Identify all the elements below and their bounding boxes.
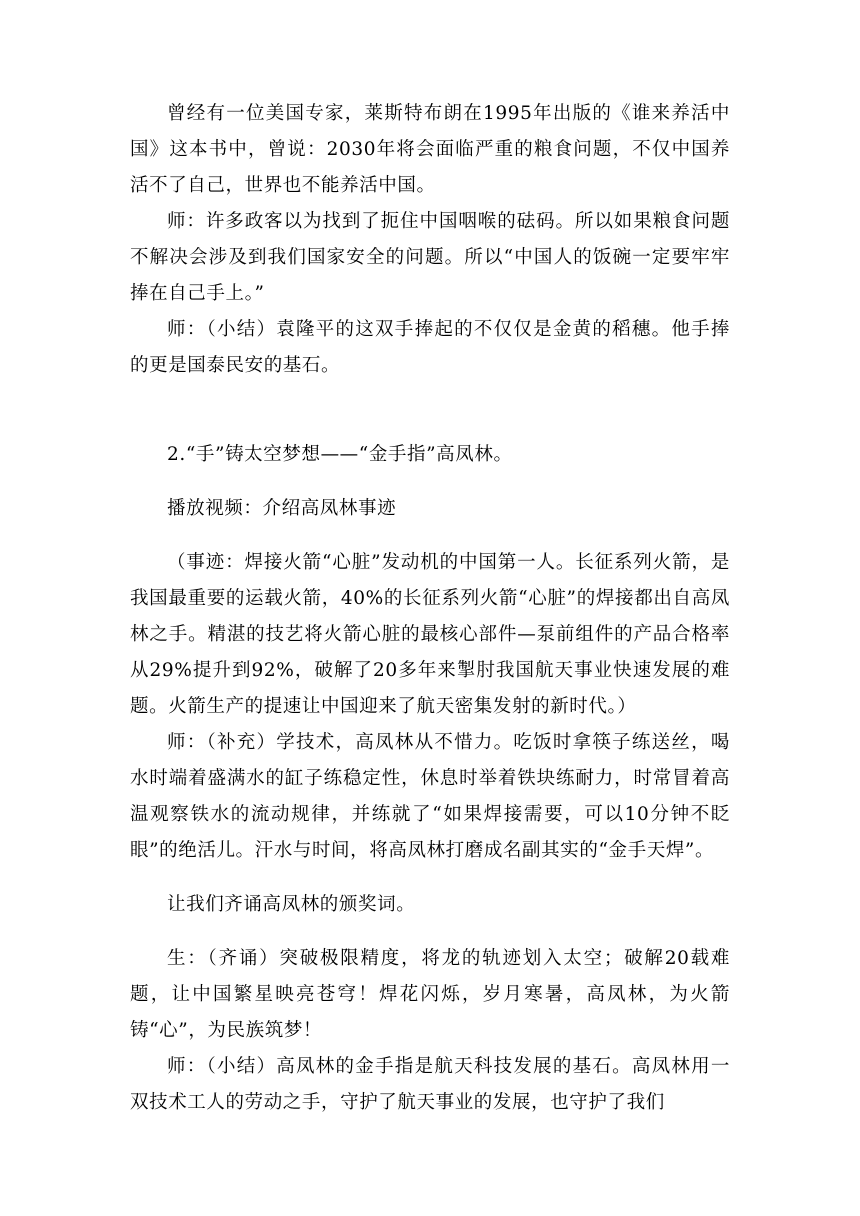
paragraph-recite-intro: 让我们齐诵高凤林的颁奖词。 <box>167 894 416 915</box>
paragraph-summary-yuan-longping: 师：（小结）袁隆平的这双手捧起的不仅仅是金黄的稻穗。他手捧的更是国泰民安的基石。 <box>130 319 730 376</box>
paragraph-award-citation: 生：（齐诵）突破极限精度，将龙的轨迹划入太空；破解20载难题，让中国繁星映亮苍穹！焊花闪烁，岁月寒暑，高凤林，为火箭铸“心”，为民族筑梦！ <box>130 948 730 1041</box>
paragraph-food-crisis: 曾经有一位美国专家，莱斯特布朗在1995年出版的《谁来养活中国》这本书中，曾说：2030年将会面临严重的粮食问题，不仅中国养活不了自己，世界也不能养活中国。 <box>130 103 730 196</box>
paragraph-supplement: 师：（补充）学技术，高凤林从不惜力。吃饭时拿筷子练送丝，喝水时端着盛满水的缸子练稳定性，休息时举着铁块练耐力，时常冒着高温观察铁水的流动规律，并练就了“如果焊接需要，可以10分钟不眨眼”的绝活儿。汗水与时间，将高凤林打磨成名副其实的“金手天焊”。 <box>130 732 730 861</box>
section-heading-gao-fenglin: 2.“手”铸太空梦想——“金手指”高凤林。 <box>167 444 513 465</box>
paragraph-national-security: 师：许多政客以为找到了扼住中国咽喉的砝码。所以如果粮食问题不解决会涉及到我们国家安全的问题。所以“中国人的饭碗一定要牢牢捧在自己手上。” <box>130 211 730 304</box>
paragraph-deeds: （事迹：焊接火箭“心脏”发动机的中国第一人。长征系列火箭，是我国最重要的运载火箭，40%的长征系列火箭“心脏”的焊接都出自高凤林之手。精湛的技艺将火箭心脏的最核心部件—泵前组件的产品合格率从29%提升到92%，破解了20多年来掣肘我国航天事业快速发展的难题。火箭生产的提速让中国迎来了航天密集发射的新时代。） <box>130 552 730 717</box>
paragraph-summary-gao-fenglin: 师：（小结）高凤林的金手指是航天科技发展的基石。高凤林用一双技术工人的劳动之手，守护了航天事业的发展，也守护了我们 <box>130 1056 730 1113</box>
paragraph-play-video: 播放视频：介绍高凤林事迹 <box>167 498 397 519</box>
